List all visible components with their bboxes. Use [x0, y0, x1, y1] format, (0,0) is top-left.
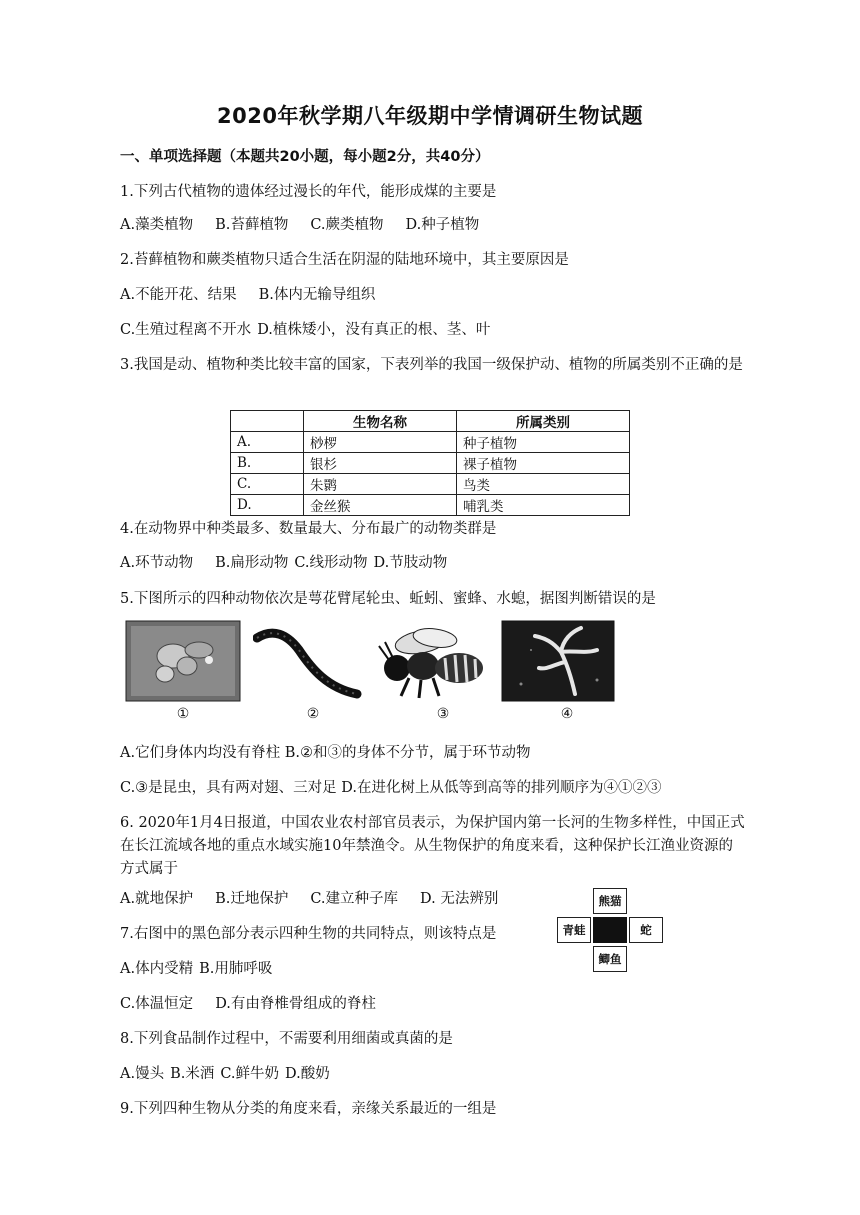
option-a: A.藻类植物 [120, 217, 194, 233]
figure-label: ② [306, 706, 320, 722]
question-4-options [120, 552, 469, 574]
question-5-options-row1 [120, 742, 530, 764]
option-b: B.苔藓植物 [215, 217, 289, 233]
question-1-options [120, 214, 501, 236]
table-row [231, 495, 630, 516]
option-d: D.种子植物 [405, 217, 480, 233]
diagram-bottom-cell: 鲫鱼 [593, 946, 627, 972]
option-d: D. 无法辨别 [420, 891, 499, 907]
species-table [230, 410, 630, 516]
diagram-center-black [593, 917, 627, 943]
animal-figures [125, 620, 625, 725]
option-b: B.②和③的身体不分节，属于环节动物 [284, 745, 531, 761]
option-d: D.节肢动物 [373, 555, 448, 571]
figure-label: ① [176, 706, 190, 722]
table-cell: 哺乳类 [457, 495, 630, 516]
option-a: A.馒头 [120, 1066, 165, 1082]
table-header-row [231, 411, 630, 432]
option-c: C.体温恒定 [120, 996, 194, 1012]
table-cell: 朱鹮 [304, 474, 457, 495]
common-feature-diagram [553, 888, 665, 974]
question-8-options [120, 1063, 352, 1085]
table-row [231, 432, 630, 453]
option-b: B.迁地保护 [215, 891, 289, 907]
table-cell: D. [231, 495, 304, 516]
table-header: 所属类别 [457, 411, 630, 432]
question-7-options-row2 [120, 993, 398, 1015]
option-d: D.有由脊椎骨组成的脊柱 [215, 996, 376, 1012]
question-3-stem: 3.我国是动、植物种类比较丰富的国家，下表列举的我国一级保护动、植物的所属类别不正确的是 [120, 357, 743, 373]
table-header [231, 411, 304, 432]
earthworm-image [253, 620, 365, 702]
option-b: B.用肺呼吸 [199, 961, 273, 977]
table-row [231, 453, 630, 474]
question-6-stem: 6. 2020年1月4日报道，中国农业农村部官员表示，为保护国内第一长河的生物多样性，中国正式在长江流域各地的重点水域实施10年禁渔令。从生物保护的角度来看，这种保护长江渔业资源的方式属于 [120, 815, 745, 877]
table-cell: 鸟类 [457, 474, 630, 495]
option-d: D.在进化树上从低等到高等的排列顺序为④①②③ [341, 780, 662, 796]
diagram-left-cell: 青蛙 [557, 917, 591, 943]
question-2-options-row1 [120, 284, 397, 306]
question-2-options-row2 [120, 319, 512, 341]
question-7-options-row1 [120, 958, 294, 980]
option-c: C.建立种子库 [310, 891, 399, 907]
question-2-stem: 2.苔藓植物和蕨类植物只适合生活在阴湿的陆地环境中，其主要原因是 [120, 252, 569, 268]
table-row [231, 474, 630, 495]
rotifer-image [125, 620, 241, 702]
table-cell: B. [231, 453, 304, 474]
option-c: C.生殖过程离不开水 [120, 322, 252, 338]
option-b: B.扁形动物 [215, 555, 289, 571]
table-cell: 桫椤 [304, 432, 457, 453]
table-cell: 种子植物 [457, 432, 630, 453]
table-header: 生物名称 [304, 411, 457, 432]
option-c: C.蕨类植物 [310, 217, 384, 233]
table-cell: 裸子植物 [457, 453, 630, 474]
question-7-stem: 7.右图中的黑色部分表示四种生物的共同特点，则该特点是 [120, 926, 497, 942]
section-heading: 一、单项选择题（本题共20小题，每小题2分，共40分） [120, 149, 490, 165]
question-9-stem: 9.下列四种生物从分类的角度来看，亲缘关系最近的一组是 [120, 1101, 497, 1117]
diagram-top-cell: 熊猫 [593, 888, 627, 914]
option-b: B.体内无输导组织 [258, 287, 376, 303]
table-cell: A. [231, 432, 304, 453]
option-d: D.酸奶 [285, 1066, 330, 1082]
table-cell: C. [231, 474, 304, 495]
bee-image [375, 620, 495, 702]
hydra-image [501, 620, 615, 702]
option-a: A.不能开花、结果 [120, 287, 237, 303]
question-5-stem: 5.下图所示的四种动物依次是萼花臂尾轮虫、蚯蚓、蜜蜂、水螅，据图判断错误的是 [120, 591, 656, 607]
option-c: C.③是昆虫，具有两对翅、三对足 [120, 780, 337, 796]
option-c: C.线形动物 [294, 555, 368, 571]
table-cell: 银杉 [304, 453, 457, 474]
question-4-stem: 4.在动物界中种类最多、数量最大、分布最广的动物类群是 [120, 521, 497, 537]
option-b: B.米酒 [170, 1066, 215, 1082]
option-d: D.植株矮小，没有真正的根、茎、叶 [257, 322, 491, 338]
figure-label: ④ [560, 706, 574, 722]
option-a: A.就地保护 [120, 891, 194, 907]
table-cell: 金丝猴 [304, 495, 457, 516]
question-6-options [120, 888, 520, 910]
figure-label: ③ [436, 706, 450, 722]
option-a: A.它们身体内均没有脊柱 [120, 745, 281, 761]
option-c: C.鲜牛奶 [220, 1066, 280, 1082]
page-title: 2020年秋学期八年级期中学情调研生物试题 [217, 104, 643, 128]
question-8-stem: 8.下列食品制作过程中，不需要利用细菌或真菌的是 [120, 1031, 453, 1047]
question-5-options-row2 [120, 777, 662, 799]
diagram-right-cell: 蛇 [629, 917, 663, 943]
option-a: A.环节动物 [120, 555, 194, 571]
option-a: A.体内受精 [120, 961, 194, 977]
question-1-stem: 1.下列古代植物的遗体经过漫长的年代，能形成煤的主要是 [120, 184, 497, 200]
